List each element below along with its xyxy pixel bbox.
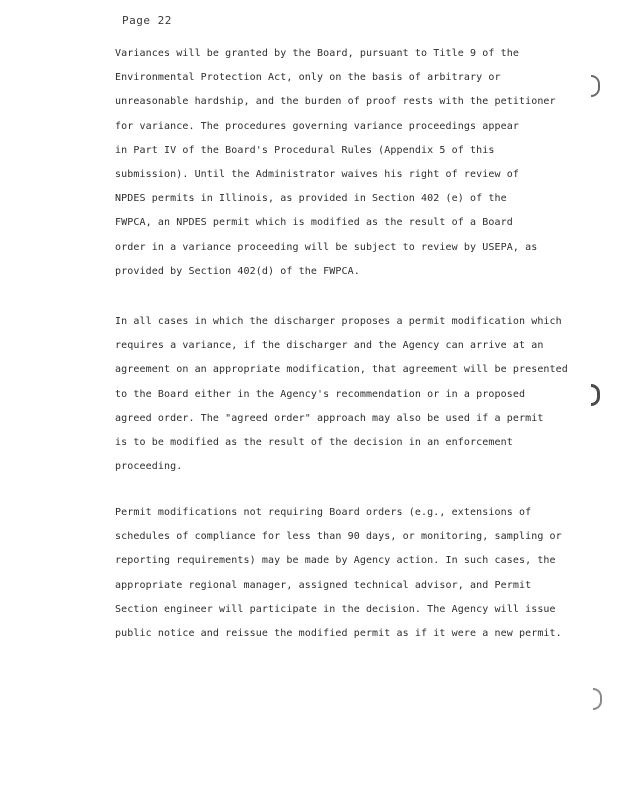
text-line: for variance. The procedures governing variance proceedings appear — [115, 120, 519, 132]
text-line: provided by Section 402(d) of the FWPCA. — [115, 265, 360, 277]
text-line: is to be modified as the result of the decision in an enforcement — [115, 437, 513, 449]
text-line: requires a variance, if the discharger and the Agency can arrive at an — [115, 340, 544, 352]
text-line: schedules of compliance for less than 90 days, or monitoring, sampling or — [115, 531, 562, 543]
text-line: Variances will be granted by the Board, pursuant to Title 9 of the — [115, 48, 519, 59]
text-line: Permit modifications not requiring Board orders (e.g., extensions of — [115, 507, 532, 518]
text-line: appropriate regional manager, assigned technical advisor, and Permit — [115, 579, 532, 591]
text-line: NPDES permits in Illinois, as provided in Section 402 (e) of the — [115, 193, 507, 205]
text-line: Section engineer will participate in the decision. The Agency will issue — [115, 603, 556, 615]
text-line: to the Board either in the Agency's recommendation or in a proposed — [115, 388, 526, 400]
page-header: Page 22 — [122, 14, 172, 27]
paragraph-agreed-order — [115, 310, 575, 479]
paragraph-variances — [115, 42, 575, 284]
text-line: FWPCA, an NPDES permit which is modified as the result of a Board — [115, 217, 513, 229]
text-line: reporting requirements) may be made by Agency action. In such cases, the — [115, 555, 556, 567]
text-line: order in a variance proceeding will be subject to review by USEPA, as — [115, 241, 538, 253]
binder-hole-mark — [591, 75, 600, 97]
text-line: in Part IV of the Board's Procedural Rules (Appendix 5 of this — [115, 144, 495, 156]
text-line: unreasonable hardship, and the burden of proof rests with the petitioner — [115, 96, 556, 108]
paragraph-permit-modifications — [115, 501, 575, 646]
text-line: agreement on an appropriate modification, that agreement will be presented — [115, 364, 568, 376]
binder-hole-mark — [591, 384, 600, 406]
text-line: Environmental Protection Act, only on the basis of arbitrary or — [115, 72, 501, 84]
binder-hole-mark — [593, 688, 602, 710]
text-line: In all cases in which the discharger proposes a permit modification which — [115, 316, 562, 327]
text-line: public notice and reissue the modified permit as if it were a new permit. — [115, 628, 562, 640]
text-line: submission). Until the Administrator waives his right of review of — [115, 169, 519, 181]
text-line: agreed order. The "agreed order" approach may also be used if a permit — [115, 412, 544, 424]
text-line: proceeding. — [115, 461, 183, 473]
